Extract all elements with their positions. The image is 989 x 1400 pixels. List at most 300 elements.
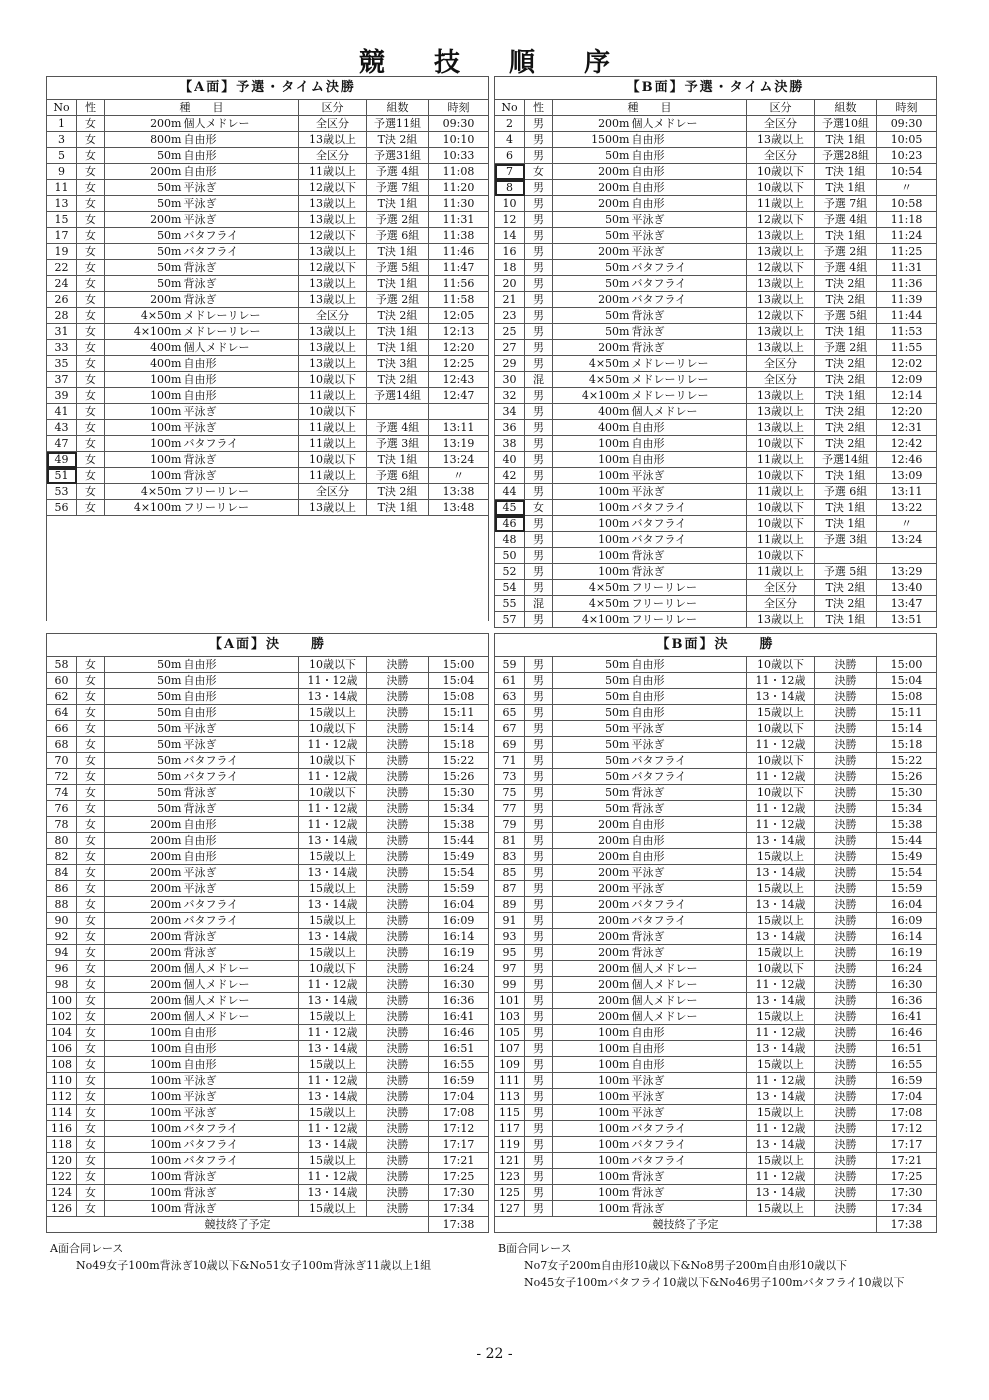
table-row [495,500,937,516]
division: 11・12歳 [747,1169,815,1185]
start-time: 15:18 [429,737,489,753]
groups: 決勝 [815,849,877,865]
b-note-line: No7女子200m自由形10歳以下&No8男子200m自由形10歳以下 [524,1259,848,1272]
division: 10歳以下 [299,404,367,420]
division: 全区分 [299,116,367,132]
groups: 決勝 [367,817,429,833]
start-time: 12:47 [429,388,489,404]
event-no: 1 [47,116,77,132]
table-row [47,833,489,849]
a-final-title: 【A面】決 勝 [47,634,489,657]
division: 15歳以上 [747,1105,815,1121]
table-row [47,1153,489,1169]
event-no: 63 [495,689,525,705]
table-row [47,452,489,468]
distance: 100m [553,452,631,468]
stroke: 背泳ぎ [631,340,747,356]
stroke: 背泳ぎ [183,1169,299,1185]
table-row [47,276,489,292]
table-row [47,993,489,1009]
stroke: 自由形 [631,1025,747,1041]
sex: 女 [77,1169,105,1185]
start-time: 11:08 [429,164,489,180]
groups [367,404,429,420]
table-row [495,276,937,292]
division: 全区分 [299,308,367,324]
event-no: 26 [47,292,77,308]
table-row [495,388,937,404]
distance: 100m [553,1057,631,1073]
sex: 女 [77,372,105,388]
stroke: 平泳ぎ [631,228,747,244]
start-time: 15:04 [877,673,937,689]
start-time: 16:59 [877,1073,937,1089]
empty-cell [47,576,489,591]
start-time: 13:47 [877,596,937,612]
event-no: 15 [47,212,77,228]
distance: 100m [105,372,183,388]
distance: 4×50m [105,484,183,500]
start-time: 15:18 [877,737,937,753]
start-time: 17:04 [877,1089,937,1105]
event-no: 9 [47,164,77,180]
sex: 男 [525,753,553,769]
distance: 100m [105,452,183,468]
empty-row [47,606,489,621]
event-no: 37 [47,372,77,388]
start-time: 13:24 [877,532,937,548]
start-time: 17:12 [429,1121,489,1137]
distance: 4×50m [553,372,631,388]
event-no: 56 [47,500,77,516]
sex: 男 [525,276,553,292]
stroke: 背泳ぎ [183,801,299,817]
event-no: 14 [495,228,525,244]
stroke: 自由形 [631,1041,747,1057]
groups: 決勝 [815,881,877,897]
stroke: 自由形 [631,196,747,212]
start-time: 11:47 [429,260,489,276]
distance: 100m [105,420,183,436]
event-no: 38 [495,436,525,452]
division: 11・12歳 [299,801,367,817]
stroke: メドレーリレー [631,372,747,388]
start-time: 13:19 [429,436,489,452]
groups: 決勝 [815,833,877,849]
division: 11歳以上 [299,164,367,180]
division: 13・14歳 [299,689,367,705]
division: 13・14歳 [747,833,815,849]
distance: 50m [105,260,183,276]
distance: 200m [553,977,631,993]
distance: 4×50m [105,308,183,324]
sex: 女 [77,500,105,516]
table-row [47,1121,489,1137]
division: 15歳以上 [299,1057,367,1073]
table-row [495,1025,937,1041]
groups: T決 1組 [815,132,877,148]
sex: 男 [525,532,553,548]
start-time: 11:18 [877,212,937,228]
distance: 50m [105,673,183,689]
groups: 決勝 [815,737,877,753]
start-time: 15:14 [429,721,489,737]
start-time: 12:09 [877,372,937,388]
distance: 200m [553,244,631,260]
stroke: バタフライ [631,532,747,548]
stroke: 背泳ぎ [183,468,299,484]
distance: 200m [553,961,631,977]
division: 15歳以上 [747,881,815,897]
distance: 100m [553,564,631,580]
sex: 男 [525,516,553,532]
start-time: 16:55 [429,1057,489,1073]
division: 10歳以下 [747,180,815,196]
groups: 決勝 [367,977,429,993]
division: 11・12歳 [299,1073,367,1089]
empty-cell [47,531,489,546]
distance: 50m [105,148,183,164]
table-row [47,260,489,276]
start-time: 12:42 [877,436,937,452]
sex: 男 [525,705,553,721]
distance: 200m [553,897,631,913]
event-no: 11 [47,180,77,196]
sex: 男 [525,1201,553,1217]
sex: 男 [525,404,553,420]
division: 10歳以下 [747,961,815,977]
table-row [47,212,489,228]
start-time: 10:05 [877,132,937,148]
event-no: 79 [495,817,525,833]
table-row [495,817,937,833]
stroke: 自由形 [183,388,299,404]
groups: 予選10組 [815,116,877,132]
sex: 男 [525,961,553,977]
sex: 女 [77,356,105,372]
event-no: 80 [47,833,77,849]
sex: 女 [77,388,105,404]
table-row [495,468,937,484]
col-division: 区分 [299,100,367,116]
event-no: 123 [495,1169,525,1185]
table-row [47,132,489,148]
division: 13・14歳 [299,865,367,881]
b-note-line: No45女子100mバタフライ10歳以下&No46男子100mバタフライ10歳以下 [524,1276,905,1289]
table-row [47,801,489,817]
start-time: 15:38 [429,817,489,833]
empty-cell [47,546,489,561]
division: 13・14歳 [747,1137,815,1153]
division: 11・12歳 [299,1025,367,1041]
stroke: 背泳ぎ [631,1185,747,1201]
groups: T決 1組 [815,388,877,404]
division: 13・14歳 [747,865,815,881]
stroke: 自由形 [631,1057,747,1073]
groups: 決勝 [815,689,877,705]
stroke: バタフライ [183,1153,299,1169]
event-no: 67 [495,721,525,737]
sex: 男 [525,212,553,228]
table-row [47,308,489,324]
start-time: 15:30 [429,785,489,801]
start-time: 10:33 [429,148,489,164]
groups: T決 1組 [367,244,429,260]
division: 13・14歳 [299,1041,367,1057]
sex: 男 [525,977,553,993]
division: 11・12歳 [747,1073,815,1089]
distance: 200m [105,977,183,993]
distance: 50m [553,721,631,737]
event-no: 68 [47,737,77,753]
page-number: - 22 - [476,1346,513,1362]
stroke: 自由形 [183,1057,299,1073]
sex: 女 [77,1185,105,1201]
distance: 50m [105,705,183,721]
table-row [47,881,489,897]
start-time: 15:14 [877,721,937,737]
event-no: 59 [495,657,525,673]
table-row [495,356,937,372]
distance: 50m [553,673,631,689]
stroke: 平泳ぎ [183,1105,299,1121]
table-row [47,769,489,785]
event-no: 41 [47,404,77,420]
groups: 予選 3組 [815,532,877,548]
start-time: 13:22 [877,500,937,516]
start-time: 12:02 [877,356,937,372]
event-no: 54 [495,580,525,596]
b-prelim-title: 【B面】予選・タイム決勝 [495,77,937,100]
event-no: 118 [47,1137,77,1153]
table-row [47,468,489,484]
sex: 男 [525,340,553,356]
sex: 女 [77,705,105,721]
division: 13歳以上 [299,356,367,372]
event-no: 28 [47,308,77,324]
event-no: 45 [495,500,525,516]
distance: 200m [105,212,183,228]
start-time: 15:22 [877,753,937,769]
distance: 200m [105,913,183,929]
stroke: 自由形 [183,849,299,865]
groups [815,548,877,564]
table-row [495,865,937,881]
event-no: 99 [495,977,525,993]
stroke: 背泳ぎ [183,260,299,276]
start-time: 16:41 [429,1009,489,1025]
division: 13・14歳 [299,1137,367,1153]
event-no: 101 [495,993,525,1009]
event-no: 70 [47,753,77,769]
start-time: 13:38 [429,484,489,500]
division: 全区分 [747,596,815,612]
groups: 決勝 [367,721,429,737]
stroke: 平泳ぎ [183,881,299,897]
sex: 男 [525,324,553,340]
start-time: 17:30 [429,1185,489,1201]
table-row [47,865,489,881]
division: 13歳以上 [747,244,815,260]
table-row [495,532,937,548]
table-row [495,548,937,564]
division: 10歳以下 [747,785,815,801]
event-no: 81 [495,833,525,849]
groups: T決 1組 [367,340,429,356]
division: 13・14歳 [299,897,367,913]
col-sex: 性 [77,100,105,116]
sex: 男 [525,689,553,705]
table-row [47,1073,489,1089]
sex: 混 [525,372,553,388]
distance: 50m [553,769,631,785]
division: 13歳以上 [747,612,815,628]
sex: 男 [525,865,553,881]
distance: 4×100m [105,324,183,340]
stroke: 背泳ぎ [631,1201,747,1217]
sex: 女 [77,1041,105,1057]
sex: 女 [77,721,105,737]
table-row [47,673,489,689]
groups: 決勝 [815,1025,877,1041]
event-no: 115 [495,1105,525,1121]
stroke: バタフライ [631,1121,747,1137]
groups: 予選11組 [367,116,429,132]
table-row [495,753,937,769]
distance: 200m [553,881,631,897]
stroke: 背泳ぎ [631,785,747,801]
groups: 決勝 [367,1121,429,1137]
stroke: 個人メドレー [631,961,747,977]
a-joint-race-note [50,1240,431,1274]
table-row [47,244,489,260]
distance: 400m [105,356,183,372]
stroke: バタフライ [631,500,747,516]
groups: 予選 2組 [367,212,429,228]
division: 13・14歳 [747,1185,815,1201]
groups: T決 1組 [815,164,877,180]
division: 全区分 [299,148,367,164]
distance: 100m [553,1073,631,1089]
distance: 50m [553,228,631,244]
distance: 200m [105,865,183,881]
stroke: フリーリレー [183,500,299,516]
stroke: 平泳ぎ [631,881,747,897]
division: 15歳以上 [747,913,815,929]
groups: 予選14組 [367,388,429,404]
sex: 男 [525,1057,553,1073]
table-row [47,945,489,961]
groups: T決 1組 [367,500,429,516]
start-time: 〃 [877,516,937,532]
division: 15歳以上 [299,913,367,929]
table-row [495,1121,937,1137]
division: 10歳以下 [747,721,815,737]
table-row [47,340,489,356]
sex: 男 [525,785,553,801]
groups: T決 1組 [815,612,877,628]
sex: 男 [525,1185,553,1201]
division: 11歳以上 [747,564,815,580]
stroke: 自由形 [183,372,299,388]
distance: 200m [553,913,631,929]
sex: 男 [525,673,553,689]
distance: 50m [105,689,183,705]
groups: 決勝 [367,737,429,753]
stroke: 個人メドレー [183,977,299,993]
stroke: 自由形 [631,833,747,849]
distance: 200m [105,1009,183,1025]
event-no: 113 [495,1089,525,1105]
division: 13歳以上 [299,212,367,228]
stroke: バタフライ [183,436,299,452]
sex: 男 [525,452,553,468]
table-row [495,324,937,340]
division: 15歳以上 [747,1201,815,1217]
division: 11歳以上 [747,196,815,212]
sex: 男 [525,1105,553,1121]
start-time: 15:11 [877,705,937,721]
distance: 100m [105,1105,183,1121]
a-end-time: 17:38 [429,1217,489,1233]
sex: 男 [525,1153,553,1169]
groups: 決勝 [815,1137,877,1153]
division: 13・14歳 [299,993,367,1009]
groups: 予選 6組 [815,484,877,500]
start-time: 15:44 [877,833,937,849]
table-row [495,580,937,596]
table-row [495,1041,937,1057]
event-no: 42 [495,468,525,484]
division: 11歳以上 [747,452,815,468]
groups: T決 1組 [815,180,877,196]
table-row [495,1153,937,1169]
event-no: 110 [47,1073,77,1089]
sex: 男 [525,737,553,753]
start-time: 15:44 [429,833,489,849]
groups: T決 2組 [367,132,429,148]
start-time: 16:09 [877,913,937,929]
stroke: 背泳ぎ [631,324,747,340]
groups: 予選 3組 [367,436,429,452]
division: 13・14歳 [299,929,367,945]
division: 12歳以下 [747,308,815,324]
distance: 4×100m [553,612,631,628]
table-row [495,196,937,212]
sex: 男 [525,420,553,436]
table-row [47,404,489,420]
sex: 女 [77,420,105,436]
distance: 200m [105,164,183,180]
start-time: 09:30 [877,116,937,132]
groups: T決 1組 [815,228,877,244]
event-no: 25 [495,324,525,340]
start-time: 15:54 [877,865,937,881]
distance: 50m [105,244,183,260]
distance: 50m [553,148,631,164]
sex: 女 [77,881,105,897]
event-no: 61 [495,673,525,689]
col-time: 時刻 [429,100,489,116]
groups: 決勝 [815,801,877,817]
distance: 4×100m [105,500,183,516]
event-no: 62 [47,689,77,705]
sex: 女 [77,132,105,148]
groups: T決 1組 [367,324,429,340]
groups: 予選 2組 [367,292,429,308]
distance: 50m [553,689,631,705]
stroke: 背泳ぎ [183,452,299,468]
